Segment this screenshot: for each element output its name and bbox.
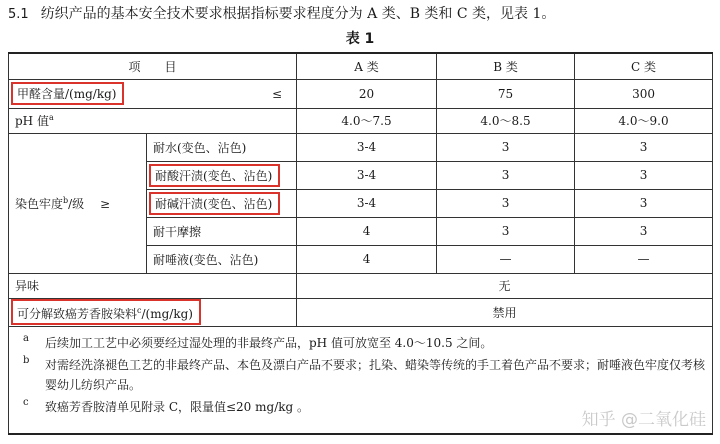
azo-label: 可分解致癌芳香胺染料 [17, 307, 138, 321]
footnote-b-mark: b [23, 354, 30, 366]
fastness-name-5: 耐唾液(变色、沾色) [147, 245, 297, 273]
fastness-name-4: 耐干摩擦 [147, 217, 297, 245]
fastness-4-b: 3 [437, 217, 575, 245]
footnote-c-text: 致癌芳香胺清单见附录 C，限量值≤20 mg/kg 。 [45, 399, 310, 414]
odor-label: 异味 [9, 273, 297, 298]
ph-label-cell [9, 108, 297, 133]
fastness-row-1 [9, 133, 713, 161]
fastness-1-a: 3-4 [297, 133, 437, 161]
fastness-operator: ≥ [100, 196, 111, 211]
formaldehyde-c: 300 [575, 79, 713, 108]
azo-label-cell [9, 298, 297, 326]
formaldehyde-label: 甲醛含量/(mg/kg) [17, 87, 117, 101]
fastness-3-b: 3 [437, 189, 575, 217]
azo-footnote-mark: c [137, 306, 142, 315]
fastness-5-c: — [575, 245, 713, 273]
footnote-b-text: 对需经洗涤褪色工艺的非最终产品、本色及漂白产品不要求；扎染、蜡染等传统的手工着色产品不要求；耐唾液色牢度仅考核婴幼儿纺织产品。 [45, 357, 706, 392]
fastness-3-c: 3 [575, 189, 713, 217]
fastness-5-b: — [437, 245, 575, 273]
header-row [9, 53, 713, 79]
footnote-a-text: 后续加工工艺中必须要经过湿处理的非最终产品，pH 值可放宽至 4.0～10.5 之间。 [45, 335, 493, 350]
fastness-name-3-cell [147, 189, 297, 217]
ph-footnote-mark: a [48, 113, 54, 122]
ph-label: pH 值 [15, 114, 49, 128]
clause-number: 5.1 [8, 7, 29, 22]
fastness-unit: /级 [68, 196, 85, 211]
formaldehyde-a: 20 [297, 79, 437, 108]
fastness-name-3: 耐碱汗渍(变色、沾色) [155, 196, 273, 211]
ph-a: 4.0～7.5 [297, 108, 437, 133]
fastness-5-a: 4 [297, 245, 437, 273]
zhihu-watermark: 知乎 @二氧化硅 [581, 410, 706, 430]
ph-b: 4.0～8.5 [437, 108, 575, 133]
fastness-3-a: 3-4 [297, 189, 437, 217]
formaldehyde-operator: ≤ [147, 79, 297, 108]
odor-row [9, 273, 713, 298]
fastness-2-a: 3-4 [297, 161, 437, 189]
formaldehyde-label-cell [9, 79, 147, 108]
fastness-2-c: 3 [575, 161, 713, 189]
fastness-4-c: 3 [575, 217, 713, 245]
fastness-2-b: 3 [437, 161, 575, 189]
table-caption: 表 1 [345, 31, 375, 47]
formaldehyde-row [9, 79, 713, 108]
header-class-a: A 类 [297, 53, 437, 79]
ph-row [9, 108, 713, 133]
clause-5-1 [8, 4, 712, 25]
header-class-c: C 类 [575, 53, 713, 79]
footnote-b [23, 354, 712, 395]
fastness-1-c: 3 [575, 133, 713, 161]
header-item: 项 目 [9, 53, 297, 79]
footnote-a-mark: a [23, 332, 29, 344]
formaldehyde-b: 75 [437, 79, 575, 108]
footnote-a [23, 332, 712, 353]
fastness-name-2-cell [147, 161, 297, 189]
azo-row [9, 298, 713, 326]
fastness-1-b: 3 [437, 133, 575, 161]
azo-highlight-box [11, 299, 201, 325]
fastness-label-cell [9, 133, 147, 273]
fastness-name-1: 耐水(变色、沾色) [147, 133, 297, 161]
fastness-4-a: 4 [297, 217, 437, 245]
safety-requirements-table [8, 52, 713, 435]
header-class-b: B 类 [437, 53, 575, 79]
ph-c: 4.0～9.0 [575, 108, 713, 133]
odor-value: 无 [297, 273, 713, 298]
fastness-name-2: 耐酸汗渍(变色、沾色) [155, 168, 273, 183]
azo-unit: /(mg/kg) [141, 307, 193, 321]
footnote-c-mark: c [23, 396, 29, 408]
formaldehyde-highlight-box [11, 82, 124, 105]
acid-sweat-highlight-box [149, 164, 280, 187]
clause-text: 纺织产品的基本安全技术要求根据指标要求程度分为 A 类、B 类和 C 类，见表 1。 [40, 6, 556, 22]
fastness-label: 染色牢度 [15, 196, 64, 211]
alkali-sweat-highlight-box [149, 192, 280, 215]
fastness-footnote-mark: b [63, 195, 69, 205]
azo-value: 禁用 [297, 298, 713, 326]
